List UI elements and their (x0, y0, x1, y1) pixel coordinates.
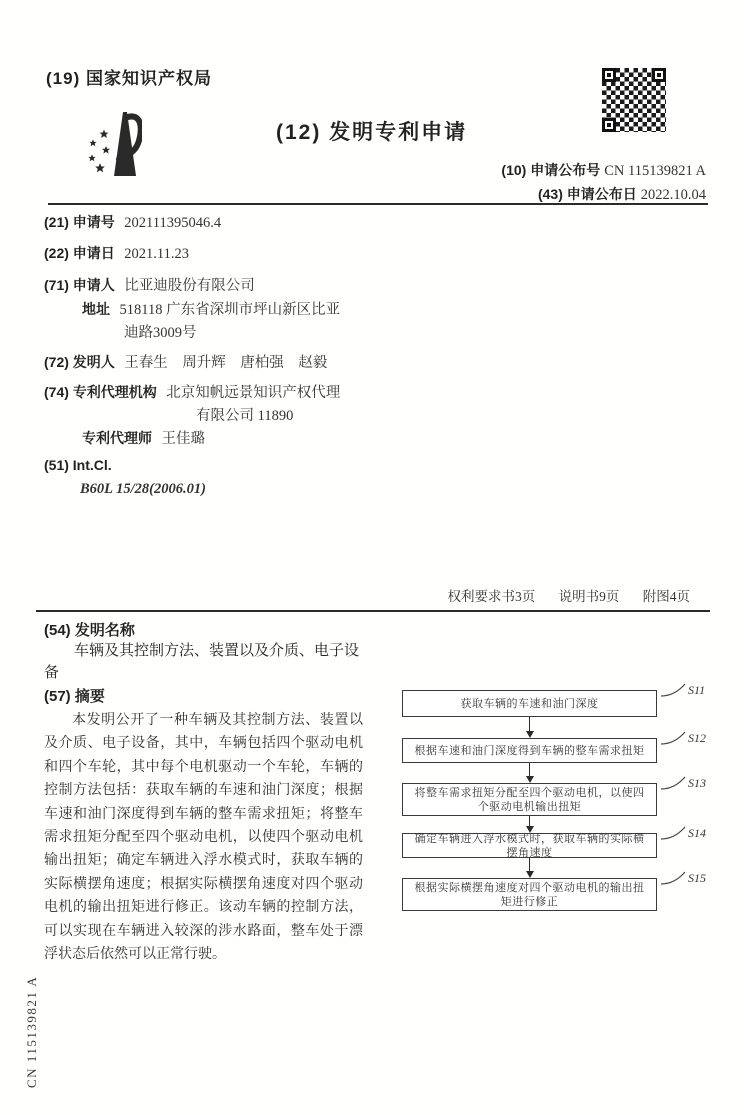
applicant-label: (71) 申请人 (44, 277, 115, 293)
flowchart-step-box (402, 878, 657, 911)
flowchart-step-text: 根据车速和油门深度得到车辆的整车需求扭矩 (414, 744, 645, 757)
publication-number-line (501, 160, 706, 180)
agency-row-continued (190, 404, 293, 425)
agent-label: 专利代理师 (82, 430, 152, 446)
curved-connector-icon (660, 731, 686, 745)
publication-date-line (538, 184, 706, 204)
agency-value-line2: 有限公司 11890 (196, 408, 294, 424)
publication-number-label: (10) 申请公布号 (501, 162, 601, 178)
pagination-line (428, 585, 691, 605)
claims-pages: 权利要求书3页 (447, 589, 536, 604)
publication-number-value: CN 115139821 A (604, 163, 706, 179)
flowchart-step-label: S12 (688, 731, 706, 745)
flowchart-step-label: S13 (688, 776, 706, 790)
flowchart-step-ref (660, 731, 706, 746)
flowchart-step-ref (660, 871, 706, 886)
down-arrow-icon (523, 858, 536, 878)
flowchart-step-box (402, 783, 657, 816)
curved-connector-icon (660, 683, 686, 697)
down-arrow-icon (523, 717, 536, 738)
flowchart-step (402, 826, 706, 859)
abstract-text: 本发明公开了一种车辆及其控制方法、装置以及介质、电子设备，其中，车辆包括四个驱动电机和四个车轮，其中每个电机驱动一个车轮，车辆的控制方法包括：获取车辆的车速和油门深度；根据车速和油门深度得到车辆的整车需求扭矩；将整车需求扭矩分配至四个驱动电机，以使四个驱动电机输出扭矩；确定车辆进入浮水模式时，获取车辆的实际横摆角速度；根据实际横摆角速度对四个驱动电机的输出扭矩进行修正。该动车辆的控制方法，可以实现在车辆进入较深的涉水路面，整车处于漂浮状态后依然可以正常行驶。 (44, 713, 363, 963)
drawings-pages: 附图4页 (642, 589, 690, 604)
agency-value-line1: 北京知帆远景知识产权代理 (166, 385, 341, 401)
agent-row (82, 427, 205, 448)
side-publication-number: CN 115139821 A (24, 975, 39, 1088)
application-number-value: 202111395046.4 (124, 215, 222, 231)
flowchart-step (402, 776, 706, 816)
flowchart-step (402, 731, 706, 763)
abstract-flowchart-figure (402, 683, 722, 925)
agent-value: 王佳璐 (161, 431, 205, 447)
curved-connector-icon (660, 826, 686, 840)
applicant-row (44, 274, 255, 295)
down-arrow-icon (523, 763, 536, 783)
qr-finder-icon (602, 68, 616, 82)
application-date-value: 2021.11.23 (124, 246, 190, 262)
description-pages: 说明书9页 (558, 589, 620, 604)
inventors-label: (72) 发明人 (44, 354, 115, 370)
address-value-line2: 迪路3009号 (124, 325, 197, 341)
down-arrow-icon (523, 816, 536, 833)
invention-title-label: (54) 发明名称 (44, 622, 135, 639)
curved-connector-icon (660, 871, 686, 885)
flowchart-step-ref (660, 776, 706, 791)
cnipa-logo-icon (84, 108, 142, 186)
flowchart-step-label: S14 (688, 826, 706, 840)
qr-finder-icon (602, 118, 616, 132)
flowchart-step-label: S15 (688, 871, 706, 885)
curved-connector-icon (660, 776, 686, 790)
qr-finder-icon (652, 68, 666, 82)
address-row (82, 298, 340, 319)
flowchart-step-ref (660, 826, 706, 841)
applicant-value: 比亚迪股份有限公司 (124, 278, 255, 294)
abstract-label: (57) 摘要 (44, 688, 105, 705)
int-cl-value: B60L 15/28(2006.01) (80, 481, 206, 497)
inventors-row (44, 351, 327, 372)
flowchart-step-text: 获取车辆的车速和油门深度 (460, 697, 599, 710)
qr-code (602, 68, 666, 132)
application-number-row (44, 212, 221, 232)
int-cl-label: (51) Int.Cl. (44, 457, 112, 473)
application-date-label: (22) 申请日 (44, 245, 115, 261)
flowchart-step-label: S11 (688, 683, 706, 697)
int-cl-row (44, 457, 112, 475)
address-value-line1: 518118 广东省深圳市坪山新区比亚 (119, 302, 341, 318)
body-divider (36, 610, 710, 612)
flowchart-step (402, 683, 706, 717)
flowchart-step-box (402, 738, 657, 763)
flowchart-step-text: 确定车辆进入浮水模式时，获取车辆的实际横摆角速度 (414, 832, 645, 859)
invention-title-text: 车辆及其控制方法、装置以及介质、电子设备 (44, 643, 360, 681)
agency-label: (74) 专利代理机构 (44, 384, 157, 400)
patent-office-name: (19) 国家知识产权局 (46, 69, 212, 88)
address-label: 地址 (82, 301, 110, 317)
document-type-title: (12) 发明专利申请 (276, 121, 468, 144)
flowchart-step-box (402, 833, 657, 858)
publication-date-label: (43) 申请公布日 (537, 186, 637, 202)
flowchart-step-box (402, 690, 657, 717)
inventors-value: 王春生 周升辉 唐柏强 赵毅 (124, 355, 328, 371)
publication-date-value: 2022.10.04 (640, 187, 706, 203)
flowchart-step-ref (660, 683, 705, 698)
flowchart-step (402, 871, 706, 911)
flowchart-step-text: 根据实际横摆角速度对四个驱动电机的输出扭矩进行修正 (414, 881, 645, 908)
header-divider (48, 203, 708, 205)
application-number-label: (21) 申请号 (44, 214, 115, 230)
flowchart-step-text: 将整车需求扭矩分配至四个驱动电机，以使四个驱动电机输出扭矩 (414, 786, 645, 813)
application-date-row (44, 243, 189, 263)
agency-row (44, 381, 340, 402)
address-row-continued (118, 321, 197, 342)
int-cl-value-row (74, 481, 206, 498)
